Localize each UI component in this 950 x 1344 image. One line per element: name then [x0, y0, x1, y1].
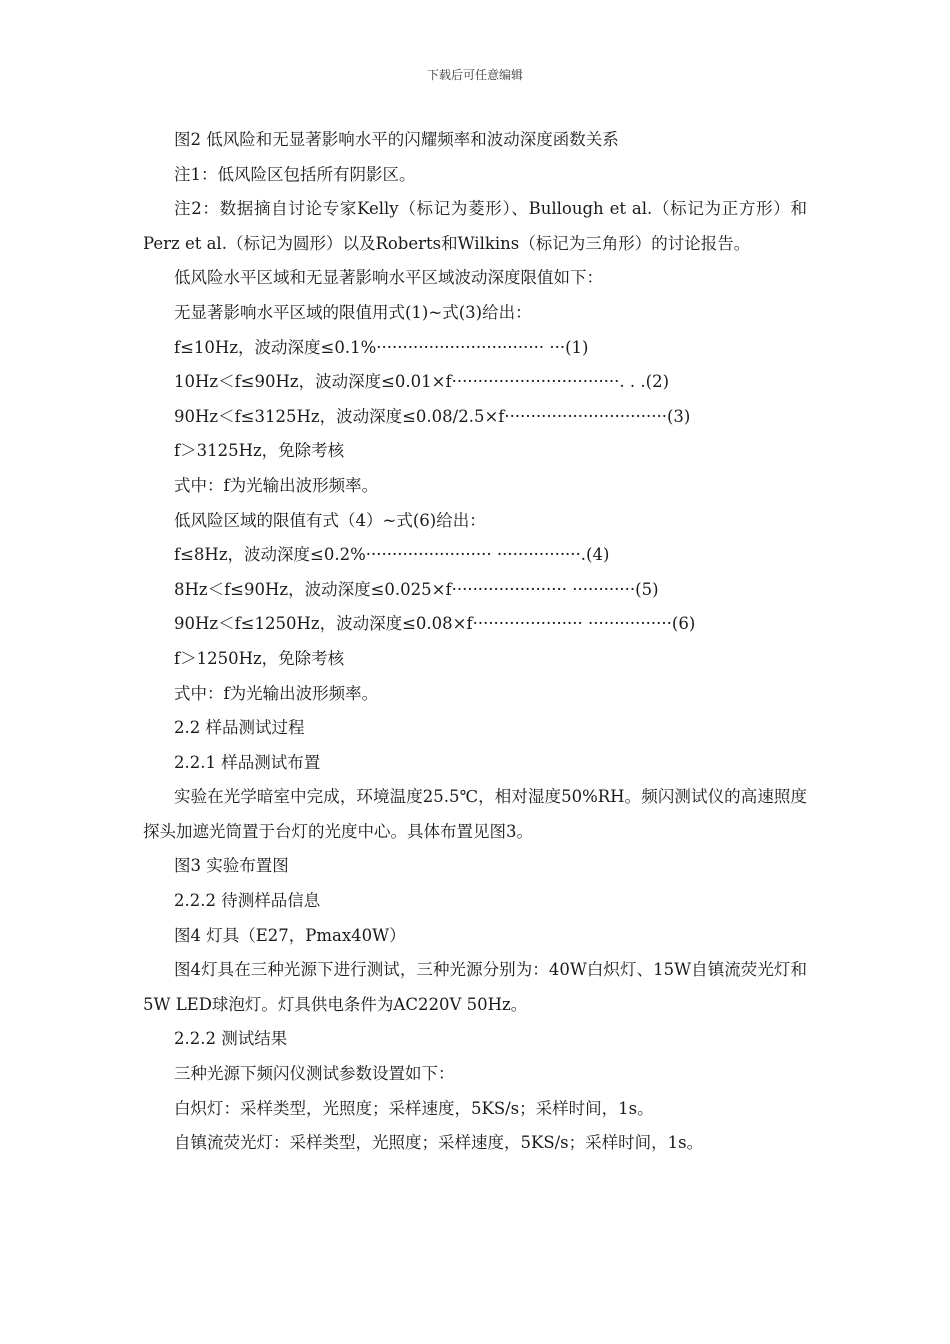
formula-5: 8Hz＜f≤90Hz，波动深度≤0.025×f······················ ············(5) — [174, 579, 659, 599]
figure-caption-4: 图4 灯具（E27，Pmax40W） — [174, 925, 406, 945]
formula-exempt-1: f＞3125Hz，免除考核 — [174, 441, 345, 461]
formula-6: 90Hz＜f≤1250Hz，波动深度≤0.08×f····················· ················(6) — [174, 614, 696, 634]
figure-caption-2: 图2 低风险和无显著影响水平的闪耀频率和波动深度函数关系 — [174, 130, 619, 149]
paragraph-limits-intro: 低风险水平区域和无显著影响水平区域波动深度限值如下： — [174, 268, 603, 288]
formula-1: f≤10Hz，波动深度≤0.1%································ ···(1) — [174, 337, 589, 357]
parameters-incandescent: 白炽灯：采样类型，光照度；采样速度，5KS/s；采样时间，1s。 — [174, 1098, 654, 1118]
paragraph-low-risk-intro: 低风险区域的限值有式（4）~式(6)给出： — [174, 510, 486, 530]
formula-note-2: 式中：f为光输出波形频率。 — [174, 683, 379, 703]
paragraph-light-sources: 图4灯具在三种光源下进行测试，三种光源分别为：40W白炽灯、15W自镇流荧光灯和5W LED球泡灯。灯具供电条件为AC220V 50Hz。 — [143, 960, 807, 1014]
formula-2: 10Hz＜f≤90Hz，波动深度≤0.01×f································. . .(2) — [174, 372, 670, 392]
page-header: 下载后可任意编辑 — [426, 68, 523, 82]
document-body — [143, 123, 807, 1161]
parameters-cfl: 自镇流荧光灯：采样类型，光照度；采样速度，5KS/s；采样时间，1s。 — [174, 1133, 704, 1153]
formula-note-1: 式中：f为光输出波形频率。 — [174, 475, 379, 495]
formula-3: 90Hz＜f≤3125Hz，波动深度≤0.08/2.5×f·······························(3) — [174, 406, 691, 426]
note-2: 注2：数据摘自讨论专家Kelly（标记为菱形）、Bullough et al.（标记为正方形）和Perz et al.（标记为圆形）以及Roberts和Wilkins（标记为三角形）的讨论报告。 — [143, 199, 807, 253]
paragraph-parameters-intro: 三种光源下频闪仪测试参数设置如下： — [174, 1064, 455, 1084]
paragraph-no-effect-intro: 无显著影响水平区域的限值用式(1)~式(3)给出： — [174, 302, 532, 322]
note-1: 注1：低风险区包括所有阴影区。 — [174, 164, 416, 184]
figure-caption-3: 图3 实验布置图 — [174, 856, 289, 876]
section-heading-2-2-2a: 2.2.2 待测样品信息 — [174, 891, 321, 911]
paragraph-experiment: 实验在光学暗室中完成，环境温度25.5℃，相对湿度50%RH。频闪测试仪的高速照度探头加遮光筒置于台灯的光度中心。具体布置见图3。 — [143, 787, 807, 841]
section-heading-2-2-1: 2.2.1 样品测试布置 — [174, 752, 321, 772]
formula-4: f≤8Hz，波动深度≤0.2%························ ················.(4) — [174, 545, 610, 565]
formula-exempt-2: f＞1250Hz，免除考核 — [174, 648, 345, 668]
section-heading-2-2-2b: 2.2.2 测试结果 — [174, 1029, 288, 1049]
section-heading-2-2: 2.2 样品测试过程 — [174, 718, 305, 738]
